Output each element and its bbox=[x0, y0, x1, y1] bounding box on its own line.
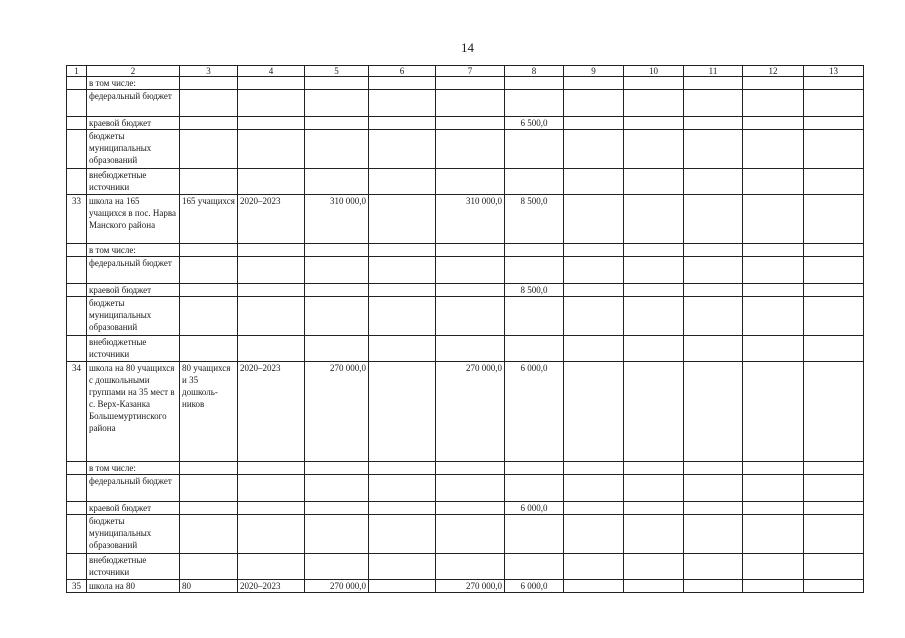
empty-cell bbox=[684, 257, 743, 284]
empty-cell bbox=[67, 117, 87, 130]
empty-cell bbox=[684, 169, 743, 195]
empty-cell bbox=[684, 462, 743, 475]
empty-cell bbox=[804, 554, 864, 580]
empty-cell bbox=[804, 580, 864, 593]
empty-cell bbox=[564, 169, 624, 195]
empty-cell bbox=[436, 502, 505, 515]
empty-cell bbox=[67, 244, 87, 257]
empty-cell bbox=[684, 475, 743, 502]
empty-cell bbox=[505, 336, 564, 362]
column-header: 13 bbox=[804, 66, 864, 77]
empty-cell bbox=[804, 77, 864, 90]
empty-cell bbox=[624, 475, 684, 502]
empty-cell bbox=[67, 336, 87, 362]
empty-cell bbox=[67, 297, 87, 336]
empty-cell bbox=[505, 77, 564, 90]
empty-cell bbox=[436, 169, 505, 195]
empty-cell bbox=[436, 117, 505, 130]
empty-cell bbox=[180, 117, 238, 130]
cell-value: 165 учащихся bbox=[180, 195, 238, 244]
empty-cell bbox=[505, 90, 564, 117]
cell-value: 8 500,0 bbox=[505, 284, 564, 297]
empty-cell bbox=[369, 475, 436, 502]
empty-cell bbox=[436, 90, 505, 117]
empty-cell bbox=[369, 336, 436, 362]
cell-value: 270 000,0 bbox=[436, 362, 505, 462]
empty-cell bbox=[564, 297, 624, 336]
empty-cell bbox=[305, 257, 369, 284]
empty-cell bbox=[369, 297, 436, 336]
empty-cell bbox=[305, 77, 369, 90]
empty-cell bbox=[67, 169, 87, 195]
empty-cell bbox=[804, 475, 864, 502]
empty-cell bbox=[564, 130, 624, 169]
empty-cell bbox=[564, 462, 624, 475]
subrow bbox=[67, 244, 864, 257]
empty-cell bbox=[305, 502, 369, 515]
column-header: 2 bbox=[87, 66, 180, 77]
empty-cell bbox=[684, 502, 743, 515]
empty-cell bbox=[505, 554, 564, 580]
row-label: бюджеты муниципальных образований bbox=[87, 130, 180, 169]
empty-cell bbox=[67, 77, 87, 90]
empty-cell bbox=[564, 244, 624, 257]
empty-cell bbox=[305, 130, 369, 169]
empty-cell bbox=[180, 297, 238, 336]
empty-cell bbox=[369, 77, 436, 90]
empty-cell bbox=[624, 90, 684, 117]
empty-cell bbox=[67, 515, 87, 554]
empty-cell bbox=[804, 90, 864, 117]
empty-cell bbox=[624, 195, 684, 244]
empty-cell bbox=[743, 244, 804, 257]
empty-cell bbox=[305, 297, 369, 336]
subrow bbox=[67, 90, 864, 117]
empty-cell bbox=[238, 169, 305, 195]
empty-cell bbox=[624, 169, 684, 195]
empty-cell bbox=[624, 502, 684, 515]
column-header: 11 bbox=[684, 66, 743, 77]
empty-cell bbox=[436, 515, 505, 554]
page-number: 14 bbox=[461, 40, 474, 55]
empty-cell bbox=[564, 195, 624, 244]
empty-cell bbox=[624, 515, 684, 554]
empty-cell bbox=[743, 284, 804, 297]
empty-cell bbox=[180, 515, 238, 554]
empty-cell bbox=[684, 580, 743, 593]
subrow bbox=[67, 257, 864, 284]
empty-cell bbox=[180, 257, 238, 284]
column-header: 6 bbox=[369, 66, 436, 77]
column-header: 3 bbox=[180, 66, 238, 77]
empty-cell bbox=[305, 336, 369, 362]
empty-cell bbox=[804, 362, 864, 462]
empty-cell bbox=[180, 554, 238, 580]
empty-cell bbox=[624, 462, 684, 475]
empty-cell bbox=[804, 169, 864, 195]
empty-cell bbox=[67, 130, 87, 169]
empty-cell bbox=[369, 362, 436, 462]
empty-cell bbox=[180, 284, 238, 297]
empty-cell bbox=[436, 475, 505, 502]
row-label: федеральный бюджет bbox=[87, 257, 180, 284]
header-row bbox=[67, 66, 864, 77]
empty-cell bbox=[180, 77, 238, 90]
empty-cell bbox=[238, 284, 305, 297]
subrow bbox=[67, 130, 864, 169]
column-header: 12 bbox=[743, 66, 804, 77]
empty-cell bbox=[624, 117, 684, 130]
row-label: внебюджетные источники bbox=[87, 169, 180, 195]
column-header: 1 bbox=[67, 66, 87, 77]
empty-cell bbox=[743, 117, 804, 130]
empty-cell bbox=[743, 362, 804, 462]
empty-cell bbox=[684, 90, 743, 117]
cell-value: 6 000,0 bbox=[505, 502, 564, 515]
empty-cell bbox=[238, 117, 305, 130]
empty-cell bbox=[804, 244, 864, 257]
empty-cell bbox=[180, 130, 238, 169]
empty-cell bbox=[564, 117, 624, 130]
cell-value: 33 bbox=[67, 195, 87, 244]
empty-cell bbox=[624, 284, 684, 297]
empty-cell bbox=[743, 195, 804, 244]
column-header: 7 bbox=[436, 66, 505, 77]
empty-cell bbox=[564, 475, 624, 502]
empty-cell bbox=[684, 130, 743, 169]
empty-cell bbox=[564, 515, 624, 554]
empty-cell bbox=[369, 462, 436, 475]
empty-cell bbox=[804, 515, 864, 554]
row-label: внебюджетные источники bbox=[87, 554, 180, 580]
empty-cell bbox=[684, 244, 743, 257]
subrow bbox=[67, 502, 864, 515]
empty-cell bbox=[684, 77, 743, 90]
empty-cell bbox=[624, 244, 684, 257]
empty-cell bbox=[238, 502, 305, 515]
empty-cell bbox=[505, 475, 564, 502]
empty-cell bbox=[67, 462, 87, 475]
empty-cell bbox=[67, 475, 87, 502]
empty-cell bbox=[436, 297, 505, 336]
empty-cell bbox=[624, 77, 684, 90]
subrow bbox=[67, 284, 864, 297]
empty-cell bbox=[238, 475, 305, 502]
subrow bbox=[67, 169, 864, 195]
empty-cell bbox=[238, 77, 305, 90]
column-header: 4 bbox=[238, 66, 305, 77]
empty-cell bbox=[67, 90, 87, 117]
row-label: бюджеты муниципальных образований bbox=[87, 297, 180, 336]
empty-cell bbox=[564, 284, 624, 297]
empty-cell bbox=[180, 502, 238, 515]
empty-cell bbox=[369, 515, 436, 554]
cell-value: 80 учащихся и 35 дошколь-ников bbox=[180, 362, 238, 462]
empty-cell bbox=[505, 244, 564, 257]
subrow bbox=[67, 554, 864, 580]
empty-cell bbox=[67, 284, 87, 297]
item-row bbox=[67, 362, 864, 462]
empty-cell bbox=[804, 462, 864, 475]
budget-table bbox=[66, 65, 864, 593]
empty-cell bbox=[238, 336, 305, 362]
empty-cell bbox=[564, 362, 624, 462]
empty-cell bbox=[67, 554, 87, 580]
empty-cell bbox=[436, 257, 505, 284]
empty-cell bbox=[436, 130, 505, 169]
cell-value: 2020–2023 bbox=[238, 580, 305, 593]
empty-cell bbox=[369, 90, 436, 117]
empty-cell bbox=[624, 130, 684, 169]
cell-value: 310 000,0 bbox=[305, 195, 369, 244]
row-label: школа на 80 bbox=[87, 580, 180, 593]
empty-cell bbox=[684, 297, 743, 336]
empty-cell bbox=[305, 515, 369, 554]
empty-cell bbox=[436, 336, 505, 362]
empty-cell bbox=[624, 297, 684, 336]
item-row bbox=[67, 580, 864, 593]
empty-cell bbox=[804, 257, 864, 284]
row-label: федеральный бюджет bbox=[87, 475, 180, 502]
empty-cell bbox=[369, 130, 436, 169]
empty-cell bbox=[804, 195, 864, 244]
cell-value: 270 000,0 bbox=[305, 580, 369, 593]
empty-cell bbox=[564, 90, 624, 117]
cell-value: 80 bbox=[180, 580, 238, 593]
empty-cell bbox=[305, 244, 369, 257]
empty-cell bbox=[369, 554, 436, 580]
empty-cell bbox=[804, 297, 864, 336]
empty-cell bbox=[743, 554, 804, 580]
empty-cell bbox=[505, 297, 564, 336]
empty-cell bbox=[369, 117, 436, 130]
column-header: 9 bbox=[564, 66, 624, 77]
empty-cell bbox=[743, 169, 804, 195]
empty-cell bbox=[804, 130, 864, 169]
empty-cell bbox=[743, 502, 804, 515]
empty-cell bbox=[238, 554, 305, 580]
empty-cell bbox=[238, 244, 305, 257]
empty-cell bbox=[624, 580, 684, 593]
empty-cell bbox=[67, 502, 87, 515]
empty-cell bbox=[67, 257, 87, 284]
empty-cell bbox=[564, 77, 624, 90]
empty-cell bbox=[684, 362, 743, 462]
empty-cell bbox=[684, 284, 743, 297]
empty-cell bbox=[804, 502, 864, 515]
empty-cell bbox=[505, 462, 564, 475]
empty-cell bbox=[180, 244, 238, 257]
empty-cell bbox=[436, 462, 505, 475]
empty-cell bbox=[505, 515, 564, 554]
empty-cell bbox=[743, 90, 804, 117]
empty-cell bbox=[684, 117, 743, 130]
row-label: бюджеты муниципальных образований bbox=[87, 515, 180, 554]
subrow bbox=[67, 77, 864, 90]
empty-cell bbox=[180, 336, 238, 362]
cell-value: 6 500,0 bbox=[505, 117, 564, 130]
empty-cell bbox=[804, 336, 864, 362]
empty-cell bbox=[305, 475, 369, 502]
empty-cell bbox=[743, 462, 804, 475]
empty-cell bbox=[743, 336, 804, 362]
empty-cell bbox=[180, 90, 238, 117]
empty-cell bbox=[564, 502, 624, 515]
subrow bbox=[67, 117, 864, 130]
empty-cell bbox=[305, 462, 369, 475]
row-label: краевой бюджет bbox=[87, 502, 180, 515]
empty-cell bbox=[564, 580, 624, 593]
row-label: в том числе: bbox=[87, 462, 180, 475]
row-label: школа на 165 учащихся в пос. Нарва Манского района bbox=[87, 195, 180, 244]
cell-value: 2020–2023 bbox=[238, 195, 305, 244]
empty-cell bbox=[743, 297, 804, 336]
empty-cell bbox=[505, 257, 564, 284]
item-row bbox=[67, 195, 864, 244]
empty-cell bbox=[564, 336, 624, 362]
empty-cell bbox=[804, 117, 864, 130]
empty-cell bbox=[564, 257, 624, 284]
empty-cell bbox=[369, 195, 436, 244]
empty-cell bbox=[804, 284, 864, 297]
empty-cell bbox=[238, 257, 305, 284]
empty-cell bbox=[180, 169, 238, 195]
empty-cell bbox=[564, 554, 624, 580]
cell-value: 310 000,0 bbox=[436, 195, 505, 244]
column-header: 10 bbox=[624, 66, 684, 77]
empty-cell bbox=[684, 554, 743, 580]
cell-value: 34 bbox=[67, 362, 87, 462]
empty-cell bbox=[684, 195, 743, 244]
empty-cell bbox=[238, 297, 305, 336]
row-label: внебюджетные источники bbox=[87, 336, 180, 362]
empty-cell bbox=[743, 257, 804, 284]
empty-cell bbox=[305, 284, 369, 297]
empty-cell bbox=[743, 77, 804, 90]
empty-cell bbox=[624, 362, 684, 462]
empty-cell bbox=[743, 130, 804, 169]
empty-cell bbox=[305, 554, 369, 580]
empty-cell bbox=[369, 169, 436, 195]
empty-cell bbox=[305, 90, 369, 117]
table-body bbox=[67, 66, 864, 593]
empty-cell bbox=[369, 284, 436, 297]
empty-cell bbox=[369, 502, 436, 515]
cell-value: 6 000,0 bbox=[505, 362, 564, 462]
empty-cell bbox=[238, 90, 305, 117]
subrow bbox=[67, 462, 864, 475]
empty-cell bbox=[305, 117, 369, 130]
empty-cell bbox=[369, 244, 436, 257]
empty-cell bbox=[684, 515, 743, 554]
empty-cell bbox=[180, 475, 238, 502]
empty-cell bbox=[238, 130, 305, 169]
empty-cell bbox=[743, 580, 804, 593]
empty-cell bbox=[369, 257, 436, 284]
empty-cell bbox=[743, 515, 804, 554]
subrow bbox=[67, 515, 864, 554]
column-header: 8 bbox=[505, 66, 564, 77]
empty-cell bbox=[369, 580, 436, 593]
empty-cell bbox=[684, 336, 743, 362]
row-label: в том числе: bbox=[87, 77, 180, 90]
empty-cell bbox=[743, 475, 804, 502]
empty-cell bbox=[238, 462, 305, 475]
empty-cell bbox=[180, 462, 238, 475]
empty-cell bbox=[624, 336, 684, 362]
empty-cell bbox=[436, 244, 505, 257]
empty-cell bbox=[624, 257, 684, 284]
column-header: 5 bbox=[305, 66, 369, 77]
cell-value: 270 000,0 bbox=[436, 580, 505, 593]
empty-cell bbox=[505, 130, 564, 169]
empty-cell bbox=[436, 554, 505, 580]
subrow bbox=[67, 297, 864, 336]
empty-cell bbox=[505, 169, 564, 195]
row-label: краевой бюджет bbox=[87, 117, 180, 130]
subrow bbox=[67, 336, 864, 362]
empty-cell bbox=[436, 77, 505, 90]
cell-value: 2020–2023 bbox=[238, 362, 305, 462]
row-label: в том числе: bbox=[87, 244, 180, 257]
cell-value: 8 500,0 bbox=[505, 195, 564, 244]
row-label: школа на 80 учащихся с дошкольными группами на 35 мест в с. Верх-Казанка Большемуртинского района bbox=[87, 362, 180, 462]
cell-value: 6 000,0 bbox=[505, 580, 564, 593]
cell-value: 35 bbox=[67, 580, 87, 593]
row-label: федеральный бюджет bbox=[87, 90, 180, 117]
empty-cell bbox=[238, 515, 305, 554]
empty-cell bbox=[305, 169, 369, 195]
empty-cell bbox=[436, 284, 505, 297]
subrow bbox=[67, 475, 864, 502]
cell-value: 270 000,0 bbox=[305, 362, 369, 462]
empty-cell bbox=[624, 554, 684, 580]
row-label: краевой бюджет bbox=[87, 284, 180, 297]
